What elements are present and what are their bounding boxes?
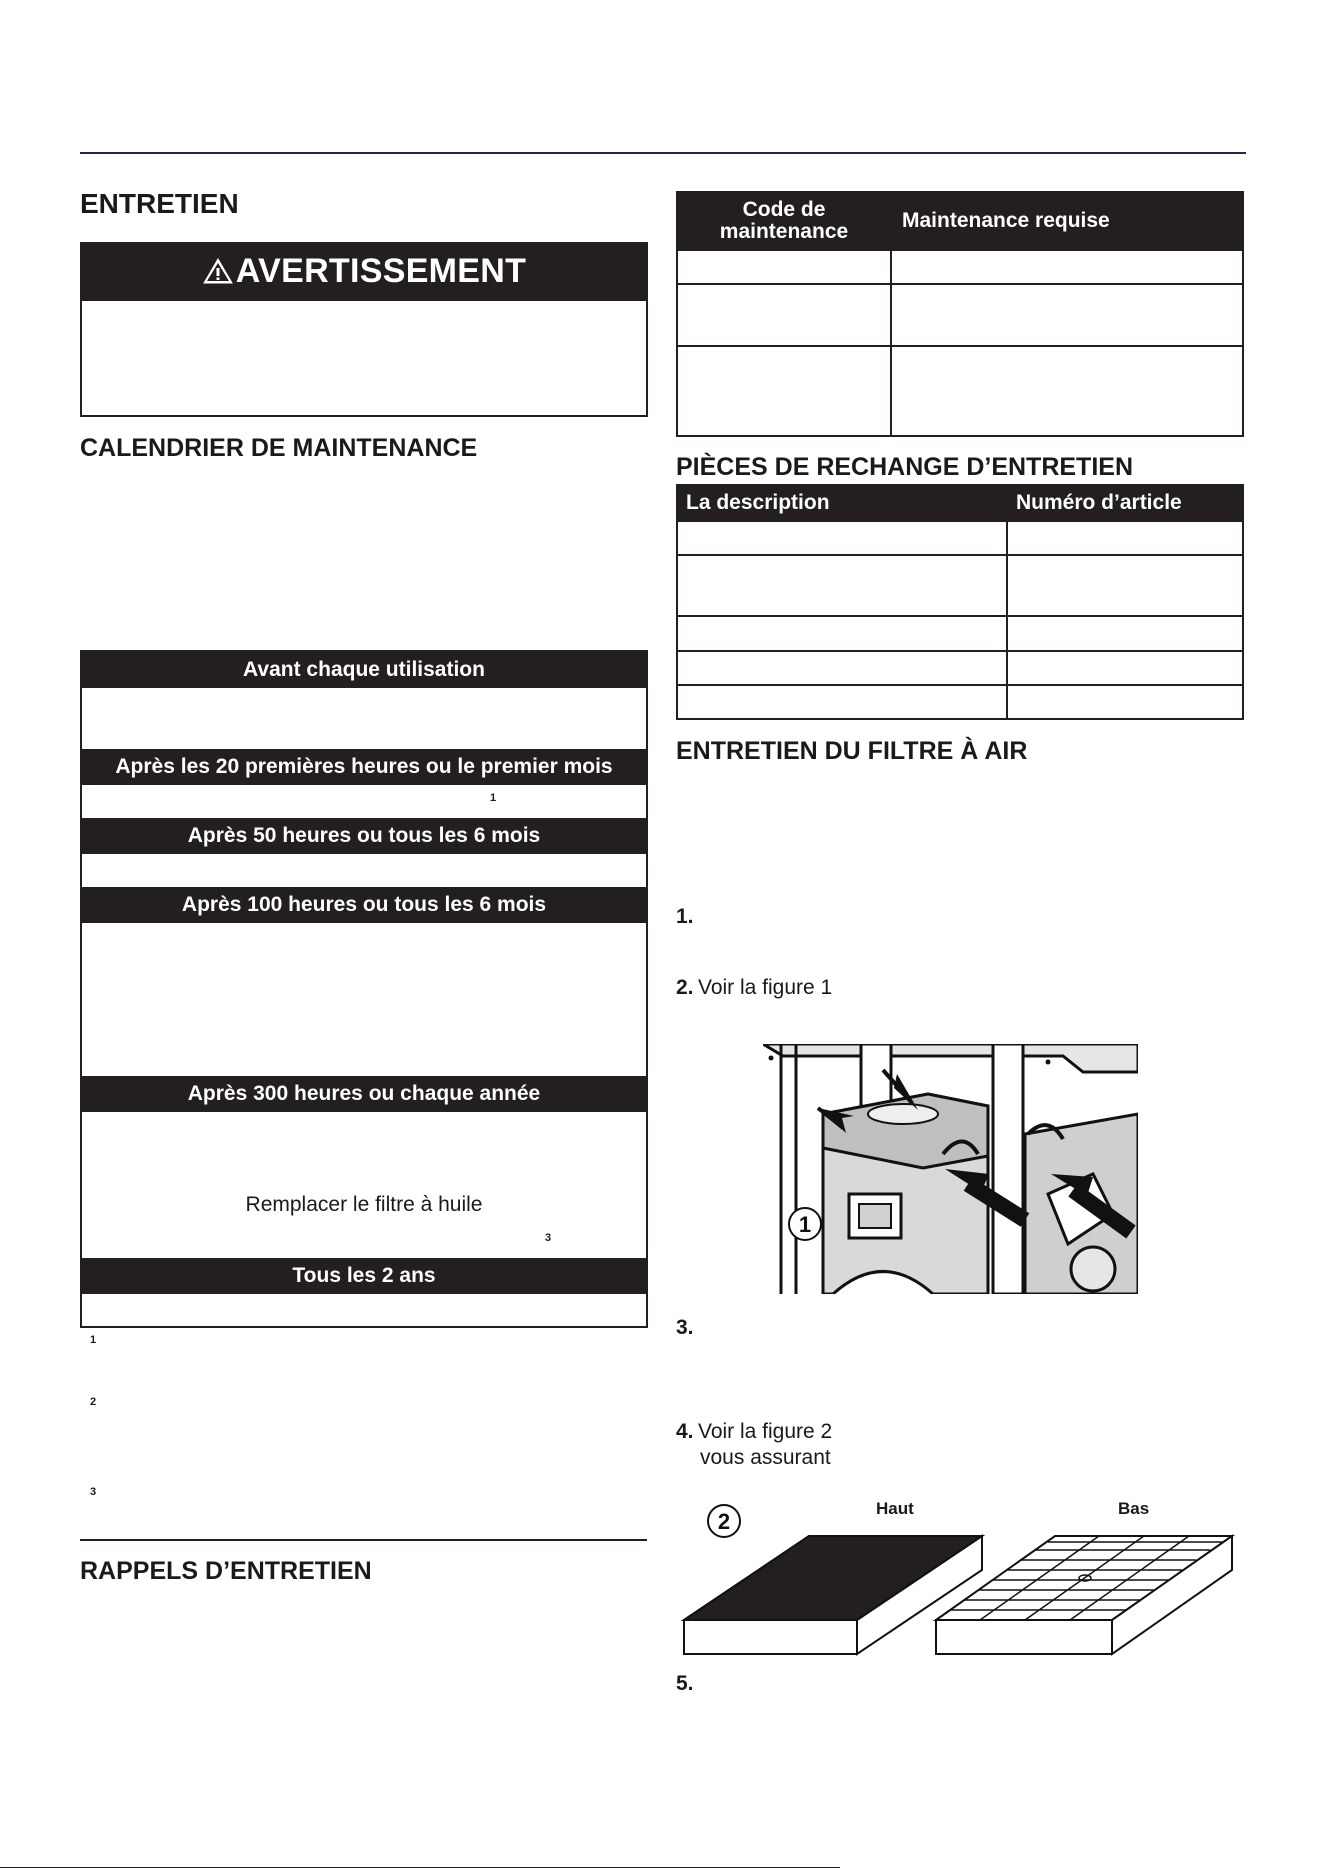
figure-2-bottom-label: Bas xyxy=(1118,1499,1150,1518)
footnote-1: 1 xyxy=(90,1334,97,1346)
schedule-title: CALENDRIER DE MAINTENANCE xyxy=(80,434,478,462)
footnote-2: 2 xyxy=(90,1396,97,1408)
step-4-text-continued: vous assurant xyxy=(700,1446,831,1469)
parts-title: PIÈCES DE RECHANGE D’ENTRETIEN xyxy=(676,453,1134,481)
warning-banner xyxy=(80,242,648,300)
step-1-number: 1. xyxy=(676,905,694,928)
footnote-ref-3: 3 xyxy=(545,1232,552,1244)
table-row xyxy=(677,555,1243,616)
maintenance-schedule xyxy=(80,650,648,1328)
schedule-every-50h: Après 50 heures ou tous les 6 mois xyxy=(82,818,646,854)
schedule-before-each-use: Avant chaque utilisation xyxy=(82,652,646,688)
parts-header-description: La description xyxy=(677,485,1007,521)
section-title: ENTRETIEN xyxy=(80,188,239,219)
table-row xyxy=(677,284,1243,346)
figure-2-air-filter xyxy=(680,1502,1240,1658)
table-row xyxy=(677,685,1243,719)
table-row xyxy=(677,521,1243,555)
figure-2-top-label: Haut xyxy=(876,1499,914,1518)
figure-1-callout: 1 xyxy=(798,1212,812,1237)
step-2: 2. Voir la figure 1 xyxy=(676,976,833,999)
section-divider xyxy=(80,1539,647,1541)
air-filter-title: ENTRETIEN DU FILTRE À AIR xyxy=(676,737,1028,765)
step-4-text: Voir la figure 2 xyxy=(697,1420,833,1443)
replace-oil-filter: Remplacer le filtre à huile xyxy=(245,1193,483,1216)
schedule-first-20h: Après les 20 premières heures ou le premier mois xyxy=(82,749,646,785)
code-table-header-code: Code de maintenance xyxy=(677,192,891,250)
reminders-title: RAPPELS D’ENTRETIEN xyxy=(80,1557,372,1585)
maintenance-code-table xyxy=(676,191,1244,437)
schedule-every-2y: Tous les 2 ans xyxy=(82,1258,646,1294)
footnote-3: 3 xyxy=(90,1486,97,1498)
step-4: 4. Voir la figure 2 xyxy=(676,1420,833,1443)
figure-1-generator xyxy=(763,1044,1138,1294)
code-table-header-required: Maintenance requise xyxy=(891,192,1243,250)
parts-table xyxy=(676,484,1244,720)
table-row xyxy=(677,250,1243,284)
footer-rule xyxy=(0,1867,840,1868)
table-row xyxy=(677,651,1243,685)
schedule-every-300h: Après 300 heures ou chaque année xyxy=(82,1076,646,1112)
figure-2-callout: 2 xyxy=(717,1509,731,1534)
footnote-ref-1: 1 xyxy=(490,792,497,804)
warning-body xyxy=(80,299,648,417)
step-2-text: Voir la figure 1 xyxy=(697,976,833,999)
header-rule xyxy=(80,152,1246,154)
schedule-every-100h: Après 100 heures ou tous les 6 mois xyxy=(82,887,646,923)
step-3-number: 3. xyxy=(676,1316,694,1339)
step-5-number: 5. xyxy=(676,1672,694,1695)
warning-icon xyxy=(202,257,234,285)
table-row xyxy=(677,616,1243,651)
parts-header-item-number: Numéro d’article xyxy=(1007,485,1243,521)
table-row xyxy=(677,346,1243,436)
warning-title: AVERTISSEMENT xyxy=(235,252,527,290)
